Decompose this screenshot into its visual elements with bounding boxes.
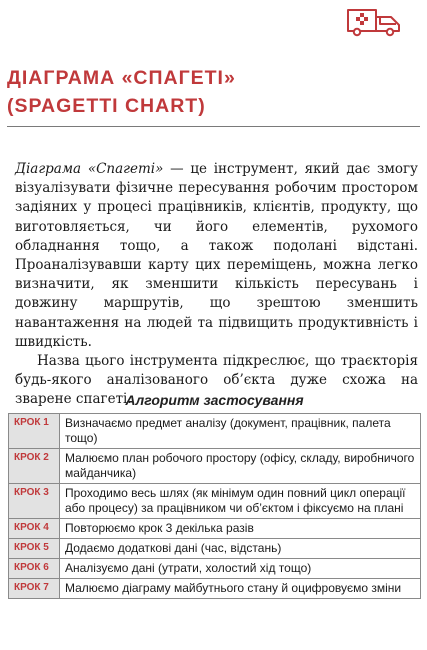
paragraph-1-text: — це інструмент, який дає змогу візуалізувати фізичне пересування робочим простором задіяних у процесі працівників, клієнтів, продукту, що виготовляється, чи його елементів, рухомого обладнання тощо, а також подолані відстані. Проаналізувавши карту цих переміщень, можна легко визначити, як зменшити кількість пересувань і довжину маршрутів, що зрештою зменшить навантаження на людей та підвищить продуктивність і швидкість. (15, 161, 418, 350)
step-text: Додаємо додаткові дані (час, відстань) (60, 539, 421, 559)
paragraph-2: Назва цього інструмента підкреслює, що траєкторія будь-якого аналізованого об’єкта дуже схожа на зварене спагеті. (15, 353, 418, 408)
table-row (9, 579, 421, 599)
table-row (9, 539, 421, 559)
algorithm-title: Алгоритм застосування (125, 392, 304, 408)
term-highlight: Діаграма «Спагеті» (15, 161, 164, 177)
step-text: Малюємо план робочого простору (офісу, складу, виробничого майданчика) (60, 449, 421, 484)
step-label: КРОК 2 (9, 449, 60, 484)
table-row (9, 414, 421, 449)
step-label: КРОК 6 (9, 559, 60, 579)
step-text: Аналізуємо дані (утрати, холостий хід тощо) (60, 559, 421, 579)
table-row (9, 449, 421, 484)
algorithm-table (8, 413, 421, 599)
step-text: Повторюємо крок 3 декілька разів (60, 519, 421, 539)
table-row (9, 559, 421, 579)
step-text: Малюємо діаграму майбутнього стану й оцифровуємо зміни (60, 579, 421, 599)
step-label: КРОК 5 (9, 539, 60, 559)
step-text: Проходимо весь шлях (як мінімум один повний цикл операції або процесу) за працівником чи об’єктом і фіксуємо на плані (60, 484, 421, 519)
title-line-2: (SPAGETTI CHART) (7, 95, 206, 117)
page-title (7, 64, 407, 120)
delivery-truck-icon (346, 6, 408, 38)
step-label: КРОК 1 (9, 414, 60, 449)
title-line-1: ДІАГРАМА «СПАГЕТІ» (7, 67, 236, 89)
intro-text (15, 160, 418, 410)
step-text: Визначаємо предмет аналізу (документ, працівник, палета тощо) (60, 414, 421, 449)
step-label: КРОК 7 (9, 579, 60, 599)
step-label: КРОК 3 (9, 484, 60, 519)
title-divider (7, 126, 420, 127)
table-row (9, 519, 421, 539)
step-label: КРОК 4 (9, 519, 60, 539)
table-row (9, 484, 421, 519)
paragraph-1 (15, 160, 418, 352)
